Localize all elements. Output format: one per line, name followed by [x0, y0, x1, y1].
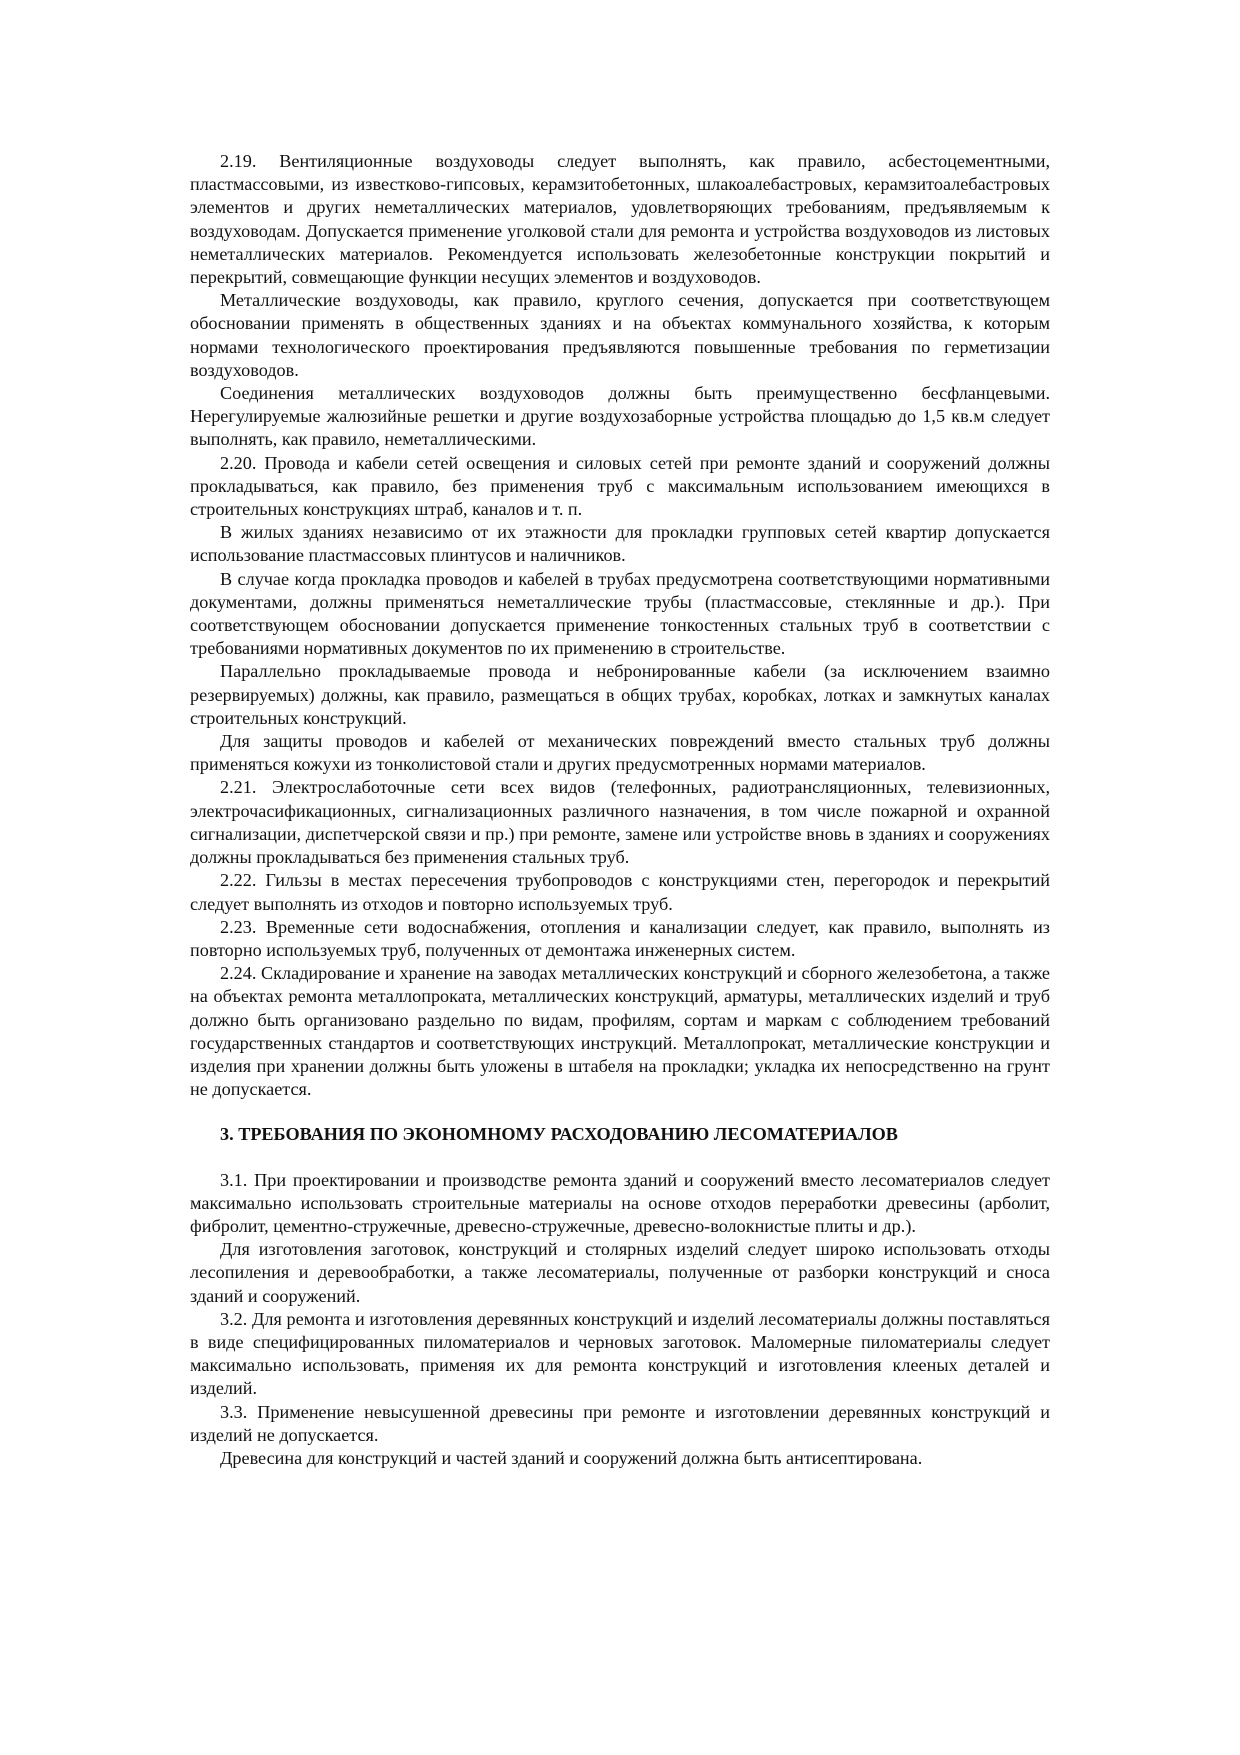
section-3-heading: 3. ТРЕБОВАНИЯ ПО ЭКОНОМНОМУ РАСХОДОВАНИЮ ЛЕСОМАТЕРИАЛОВ — [220, 1124, 898, 1145]
paragraph-2-21: 2.21. Электрослаботочные сети всех видов (телефонных, радиотрансляционных, телевизионных, электрочасификационных, сигнализационных различного назначения, в том числе пожарной и охранной сигнализации, диспетчерской связи и пр.) при ремонте, замене или устройстве вновь в зданиях и сооружениях должны прокладываться без применения стальных труб. — [190, 777, 1050, 868]
paragraph-metal-ducts: Металлические воздуховоды, как правило, круглого сечения, допускается при соответствующем обосновании применять в общественных зданиях и на объектах коммунального хозяйства, к которым нормами технологического проектирования предъявляются повышенные требования по герметизации воздуховодов. — [190, 290, 1050, 380]
paragraph-2-19: 2.19. Вентиляционные воздуховоды следует выполнять, как правило, асбестоцементными, пластмассовыми, из известково-гипсовых, керамзитобетонных, шлакоалебастровых, керамзитоалебастровых элементов и других неметаллических материалов, удовлетворяющих требованиям, предъявляемым к воздуховодам. Допускается применение уголковой стали для ремонта и устройства воздуховодов из листовых неметаллических материалов. Рекомендуется использовать железобетонные конструкции покрытий и перекрытий, совмещающие функции несущих элементов и воздуховодов. — [190, 151, 1050, 288]
paragraph-2-23: 2.23. Временные сети водоснабжения, отопления и канализации следует, как правило, выполнять из повторно используемых труб, полученных от демонтажа инженерных систем. — [190, 916, 1050, 960]
paragraph-pipe-wiring: В случае когда прокладка проводов и кабелей в трубах предусмотрена соответствующими нормативными документами, должны применяться неметаллические трубы (пластмассовые, стеклянные и др.). При соответствующем обосновании допускается применение тонкостенных стальных труб в соответствии с требованиями нормативных документов по их применению в строительстве. — [190, 568, 1050, 659]
paragraph-waste-wood: Для изготовления заготовок, конструкций и столярных изделий следует широко использовать отходы лесопиления и деревообработки, а также лесоматериалы, полученные от разборки конструкций и сноса зданий и сооружений. — [190, 1239, 1050, 1306]
paragraph-antiseptic: Древесина для конструкций и частей зданий и сооружений должна быть антисептирована. — [220, 1447, 923, 1468]
paragraph-3-2: 3.2. Для ремонта и изготовления деревянных конструкций и изделий лесоматериалы должны поставляться в виде специфицированных пиломатериалов и черновых заготовок. Маломерные пиломатериалы следует максимально использовать, применяя их для ремонта конструкций и изготовления клееных деталей и изделий. — [190, 1308, 1050, 1399]
paragraph-2-20: 2.20. Провода и кабели сетей освещения и силовых сетей при ремонте зданий и сооружений должны прокладываться, как правило, без применения труб с максимальным использованием имеющихся в строительных конструкциях штраб, каналов и т. п. — [190, 452, 1050, 520]
paragraph-2-22: 2.22. Гильзы в местах пересечения трубопроводов с конструкциями стен, перегородок и перекрытий следует выполнять из отходов и повторно используемых труб. — [190, 870, 1050, 914]
paragraph-duct-joints: Соединения металлических воздуховодов должны быть преимущественно бесфланцевыми. Нерегулируемые жалюзийные решетки и другие воздухозаборные устройства площадью до 1,5 кв.м следует выполнять, как правило, неметаллическими. — [190, 383, 1050, 450]
document-page — [190, 150, 1050, 1470]
section-2-body — [190, 150, 1050, 1101]
paragraph-3-3: 3.3. Применение невысушенной древесины при ремонте и изготовлении деревянных конструкций и изделий не допускается. — [190, 1401, 1050, 1445]
section-3-body — [190, 1169, 1050, 1471]
paragraph-2-24: 2.24. Складирование и хранение на заводах металлических конструкций и сборного железобетона, а также на объектах ремонта металлопроката, металлических конструкций, арматуры, металлических изделий и труб должно быть организовано раздельно по видам, профилям, сортам и маркам с соблюдением требований государственных стандартов и соответствующих инструкций. Металлопрокат, металлические конструкции и изделия при хранении должны быть уложены в штабеля на прокладки; укладка их непосредственно на грунт не допускается. — [190, 963, 1050, 1100]
paragraph-3-1: 3.1. При проектировании и производстве ремонта зданий и сооружений вместо лесоматериалов следует максимально использовать строительные материалы на основе отходов переработки древесины (арболит, фибролит, цементно-стружечные, древесно-стружечные, древесно-волокнистые плиты и др.). — [190, 1169, 1050, 1236]
paragraph-wire-protection: Для защиты проводов и кабелей от механических повреждений вместо стальных труб должны применяться кожухи из тонколистовой стали и других предусмотренных нормами материалов. — [190, 731, 1050, 775]
paragraph-parallel-wiring: Параллельно прокладываемые провода и небронированные кабели (за исключением взаимно резервируемых) должны, как правило, размещаться в общих трубах, коробках, лотках и замкнутых каналах строительных конструкций. — [190, 661, 1050, 728]
paragraph-residential-wiring: В жилых зданиях независимо от их этажности для прокладки групповых сетей квартир допускается использование пластмассовых плинтусов и наличников. — [190, 522, 1050, 566]
